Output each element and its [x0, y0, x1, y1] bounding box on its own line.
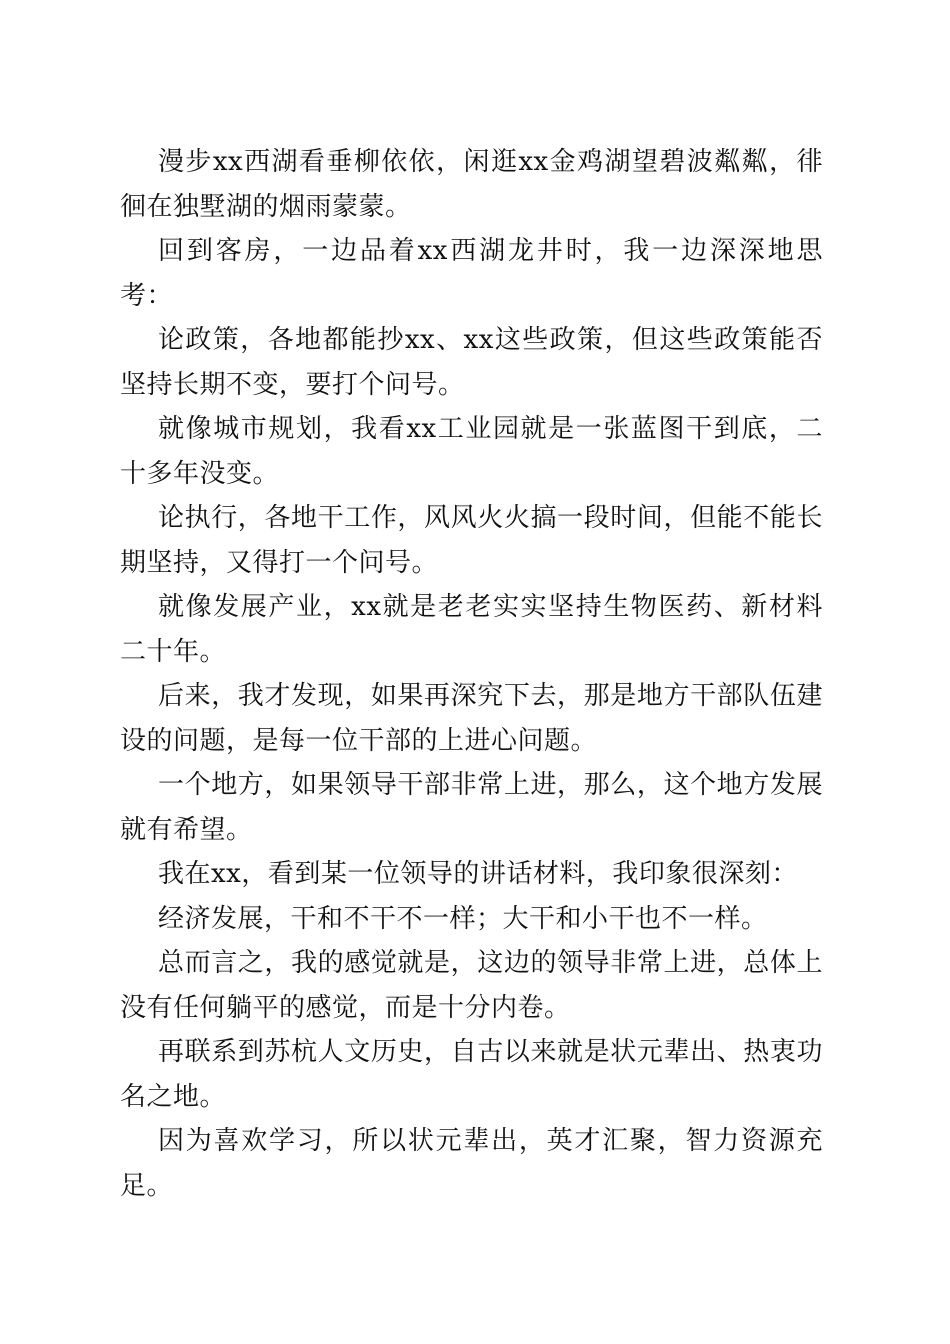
document-body [120, 140, 823, 1208]
paragraph-1: 漫步xx西湖看垂柳依依，闲逛xx金鸡湖望碧波粼粼，徘徊在独墅湖的烟雨蒙蒙。 [120, 147, 823, 222]
paragraph-13: 因为喜欢学习，所以状元辈出，英才汇聚，智力资源充足。 [120, 1126, 823, 1201]
paragraph-7: 后来，我才发现，如果再深究下去，那是地方干部队伍建设的问题，是每一位干部的上进心问题。 [120, 681, 823, 756]
paragraph-6: 就像发展产业，xx就是老老实实坚持生物医药、新材料二十年。 [120, 592, 823, 667]
paragraph-9: 我在xx，看到某一位领导的讲话材料，我印象很深刻： [158, 859, 798, 889]
paragraph-10: 经济发展，干和不干不一样；大干和小干也不一样。 [158, 903, 768, 934]
paragraph-3: 论政策，各地都能抄xx、xx这些政策，但这些政策能否坚持长期不变，要打个问号。 [120, 325, 823, 400]
paragraph-4: 就像城市规划，我看xx工业园就是一张蓝图干到底，二十多年没变。 [120, 414, 823, 489]
paragraph-11: 总而言之，我的感觉就是，这边的领导非常上进，总体上没有任何躺平的感觉，而是十分内卷。 [120, 948, 823, 1023]
paragraph-8: 一个地方，如果领导干部非常上进，那么，这个地方发展就有希望。 [120, 770, 823, 845]
paragraph-12: 再联系到苏杭人文历史，自古以来就是状元辈出、热衷功名之地。 [120, 1037, 823, 1112]
paragraph-2: 回到客房，一边品着xx西湖龙井时，我一边深深地思考： [120, 236, 823, 311]
paragraph-5: 论执行，各地干工作，风风火火搞一段时间，但能不能长期坚持，又得打一个问号。 [120, 503, 823, 578]
